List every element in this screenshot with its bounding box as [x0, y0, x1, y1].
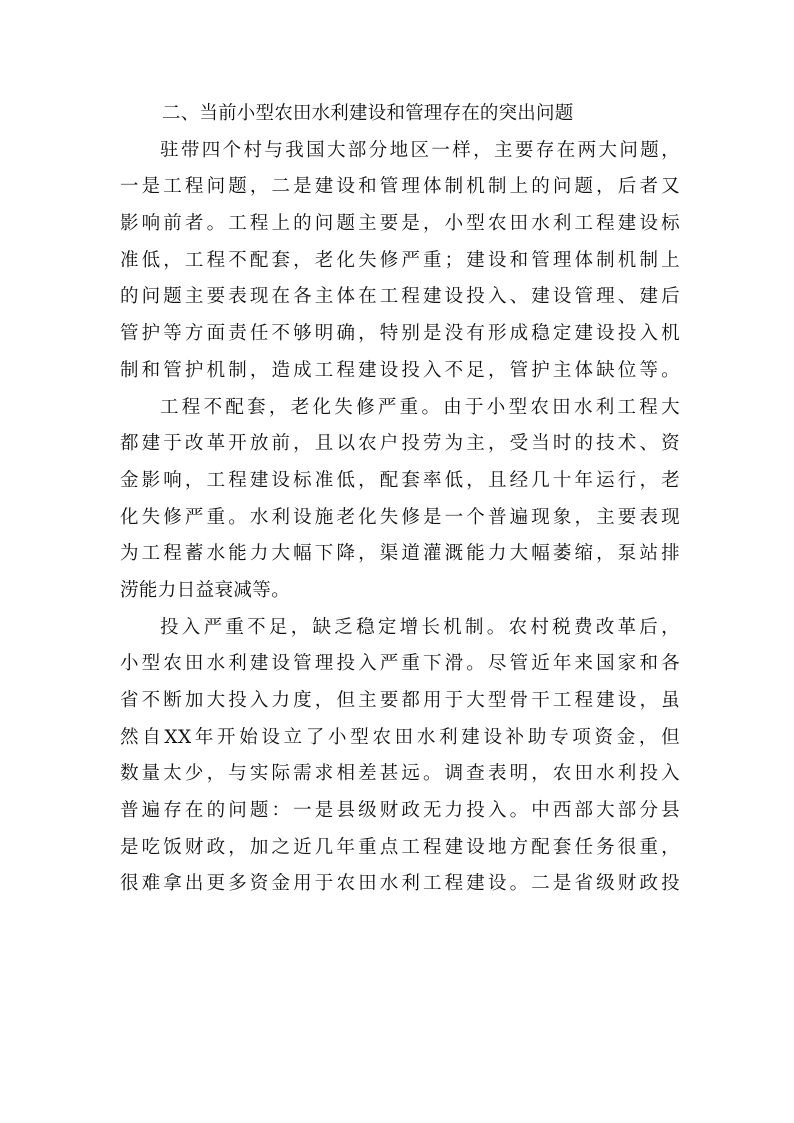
paragraph-line: 驻带四个村与我国大部分地区一样，主要存在两大问题，	[160, 139, 680, 161]
paragraph-line: 化失修严重。水利设施老化失修是一个普遍现象，主要表现	[120, 506, 680, 528]
section-heading: 二、当前小型农田水利建设和管理存在的突出问题	[162, 103, 574, 124]
paragraph-line: 管护等方面责任不够明确，特别是没有形成稳定建设投入机	[120, 323, 680, 345]
paragraph-line: 小型农田水利建设管理投入严重下滑。尽管近年来国家和各	[120, 653, 680, 675]
paragraph-line: 涝能力日益衰减等。	[120, 579, 291, 601]
paragraph-line: 制和管护机制，造成工程建设投入不足，管护主体缺位等。	[120, 359, 680, 381]
paragraph-line: 投入严重不足，缺乏稳定增长机制。农村税费改革后，	[160, 616, 680, 638]
paragraph-line: 影响前者。工程上的问题主要是，小型农田水利工程建设标	[120, 213, 680, 235]
paragraph-line: 的问题主要表现在各主体在工程建设投入、建设管理、建后	[120, 286, 680, 308]
paragraph-line: 省不断加大投入力度，但主要都用于大型骨干工程建设，虽	[120, 690, 680, 711]
paragraph-2	[120, 390, 680, 610]
paragraph-line: 普遍存在的问题：一是县级财政无力投入。中西部大部分县	[120, 800, 680, 822]
paragraph-line: 准低，工程不配套，老化失修严重；建设和管理体制机制上	[120, 249, 680, 271]
paragraph-3	[120, 610, 680, 904]
document-page	[120, 96, 680, 903]
paragraph-line: 都建于改革开放前，且以农户投劳为主，受当时的技术、资	[120, 433, 680, 455]
paragraph-line: 一是工程问题，二是建设和管理体制机制上的问题，后者又	[120, 176, 680, 198]
paragraph-line: 是吃饭财政，加之近几年重点工程建设地方配套任务很重，	[120, 836, 680, 858]
paragraph-line: 为工程蓄水能力大幅下降，渠道灌溉能力大幅萎缩，泵站排	[120, 543, 680, 565]
paragraph-line: 很难拿出更多资金用于农田水利工程建设。二是省级财政投	[120, 873, 680, 895]
paragraph-line: 金影响，工程建设标准低，配套率低，且经几十年运行，老	[120, 469, 680, 491]
paragraph-line: 工程不配套，老化失修严重。由于小型农田水利工程大	[160, 396, 680, 418]
paragraph-1	[120, 133, 680, 390]
paragraph-line: 然自XX年开始设立了小型农田水利建设补助专项资金，但	[120, 726, 680, 748]
paragraph-line: 数量太少，与实际需求相差甚远。调查表明，农田水利投入	[120, 763, 680, 785]
